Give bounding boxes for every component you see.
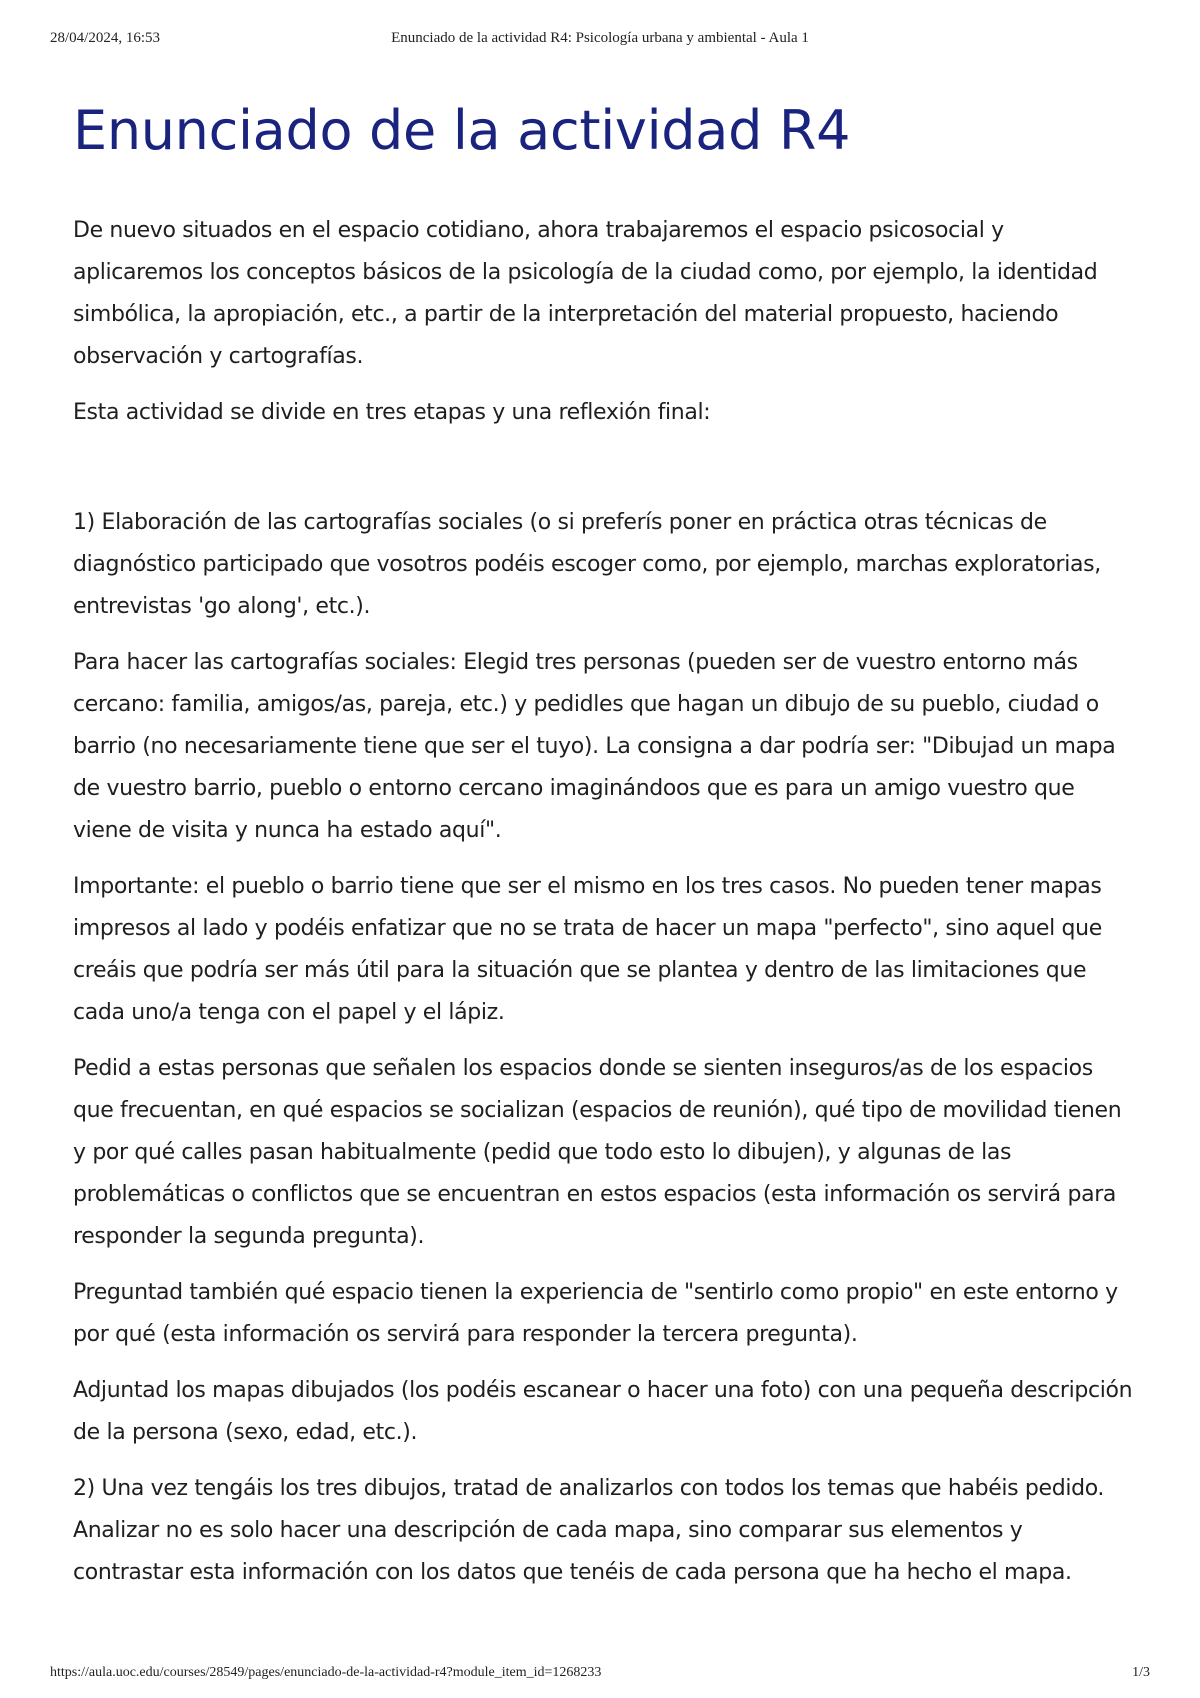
spaces-request-paragraph: Pedid a estas personas que señalen los espacios donde se sienten inseguros/as de los espacios que frecuentan, en qué espacios se socializan (espacios de reunión), qué tipo de movilidad tienen y por qué calles pasan habitualmente (pedid que todo esto lo dibujen), y algunas de las problemáticas o conflictos que se encuentran en estos espacios (esta información os servirá para responder la segunda pregunta).	[73, 1056, 1122, 1249]
important-note-paragraph: Importante: el pueblo o barrio tiene que ser el mismo en los tres casos. No pueden tener mapas impresos al lado y podéis enfatizar que no se trata de hacer un mapa "perfecto", sino aquel que creáis que podría ser más útil para la situación que se plantea y dentro de las limitaciones que cada uno/a tenga con el papel y el lápiz.	[73, 874, 1102, 1025]
cartography-instructions-paragraph: Para hacer las cartografías sociales: Elegid tres personas (pueden ser de vuestro entorno más cercano: familia, amigos/as, pareja, etc.) y pedidles que hagan un dibujo de su pueblo, ciudad o barrio (no necesariamente tiene que ser el tuyo). La consigna a dar podría ser: "Dibujad un mapa de vuestro barrio, pueblo o entorno cercano imaginándoos que es para un amigo vuestro que viene de visita y nunca ha estado aquí".	[73, 650, 1116, 843]
intro-paragraph: De nuevo situados en el espacio cotidiano, ahora trabajaremos el espacio psicosocial y aplicaremos los conceptos básicos de la psicología de la ciudad como, por ejemplo, la identidad simbólica, la apropiación, etc., a partir de la interpretación del material propuesto, haciendo observación y cartografías.	[73, 218, 1098, 369]
page-number: 1/3	[1132, 1665, 1150, 1680]
print-page-title: Enunciado de la actividad R4: Psicología urbana y ambiental - Aula 1	[391, 30, 809, 46]
attach-maps-paragraph: Adjuntad los mapas dibujados (los podéis escanear o hacer una foto) con una pequeña descripción de la persona (sexo, edad, etc.).	[73, 1378, 1133, 1445]
step-1-paragraph: 1) Elaboración de las cartografías sociales (o si preferís poner en práctica otras técnicas de diagnóstico participado que vosotros podéis escoger como, por ejemplo, marchas exploratorias, entrevistas 'go along', etc.).	[73, 510, 1101, 619]
blank-line	[73, 448, 1133, 502]
print-footer	[50, 1665, 1150, 1687]
own-space-question-paragraph: Preguntad también qué espacio tienen la experiencia de "sentirlo como propio" en este entorno y por qué (esta información os servirá para responder la tercera pregunta).	[73, 1280, 1118, 1347]
page-url[interactable]: https://aula.uoc.edu/courses/28549/pages/enunciado-de-la-actividad-r4?module_item_id=1268233	[50, 1665, 602, 1680]
stages-paragraph: Esta actividad se divide en tres etapas y una reflexión final:	[73, 400, 711, 425]
print-header	[50, 30, 1150, 54]
page-content	[73, 86, 1133, 1608]
print-date: 28/04/2024, 16:53	[50, 30, 161, 46]
step-2-paragraph: 2) Una vez tengáis los tres dibujos, tratad de analizarlos con todos los temas que habéis pedido. Analizar no es solo hacer una descripción de cada mapa, sino comparar sus elementos y contrastar esta información con los datos que tenéis de cada persona que ha hecho el mapa.	[73, 1476, 1105, 1585]
page-title: Enunciado de la actividad R4	[73, 99, 851, 162]
